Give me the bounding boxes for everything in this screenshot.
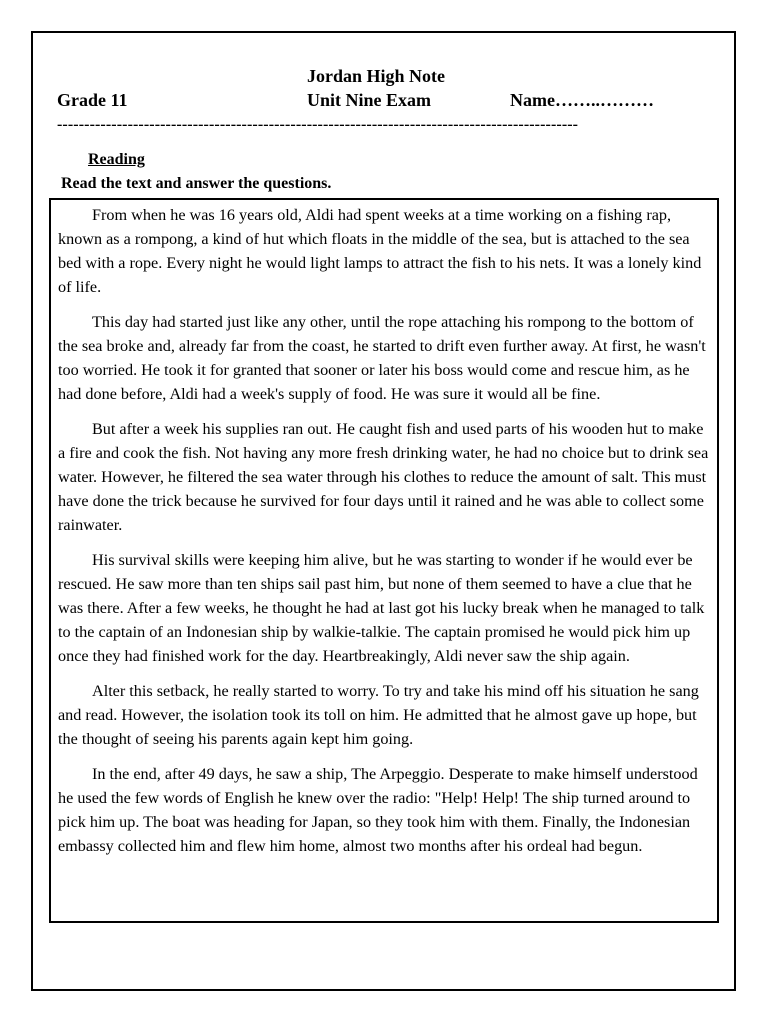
passage-paragraph-4: His survival skills were keeping him alive, but he was starting to wonder if he would ever be rescued. He saw more than ten ships sail past him, but none of them seemed to have a clue that he was there. After a few weeks, he thought he had at last got his lucky break when he managed to talk to the captain of an Indonesian ship by walkie-talkie. The captain promised he would pick him up once they had finished work for the day. Heartbreakingly, Aldi never saw the ship again. — [58, 551, 705, 665]
exam-title: Unit Nine Exam — [307, 90, 432, 110]
passage-paragraph-5: Alter this setback, he really started to worry. To try and take his mind off his situation he sang and read. However, the isolation took its toll on him. He admitted that he almost gave up hope, but the thought of seeing his parents again kept him going. — [58, 682, 699, 748]
instructions: Read the text and answer the questions. — [61, 175, 332, 192]
reading-passage — [49, 198, 719, 923]
passage-paragraph-3: But after a week his supplies ran out. He caught fish and used parts of his wooden hut to make a fire and cook the fish. Not having any more fresh drinking water, he had no choice but to drink sea water. However, he filtered the sea water through his clothes to reduce the amount of salt. This must have done the trick because he survived for four days until it rained and he was able to collect some rainwater. — [58, 420, 709, 534]
header-separator: ------------------------------------------------------------------------------------------------ — [57, 116, 579, 133]
passage-paragraph-2: This day had started just like any other, until the rope attaching his rompong to the bottom of the sea broke and, already far from the coast, he started to drift even further away. At first, he wasn't too worried. He took it for granted that sooner or later his boss would come and rescue him, as he had done before, Aldi had a week's supply of food. He was sure it would all be fine. — [58, 313, 706, 403]
grade-label: Grade 11 — [57, 90, 128, 110]
passage-paragraph-6: In the end, after 49 days, he saw a ship, The Arpeggio. Desperate to make himself understood he used the few words of English he knew over the radio: "Help! Help! The ship turned around to pick him up. The boat was heading for Japan, so they took him with them. Finally, the Indonesian embassy collected him and flew him home, almost two months after his ordeal had begun. — [58, 765, 698, 855]
passage-paragraph-1: From when he was 16 years old, Aldi had spent weeks at a time working on a fishing rap, known as a rompong, a kind of hut which floats in the middle of the sea, but is attached to the sea bed with a rope. Every night he would light lamps to attract the fish to his nets. It was a lonely kind of life. — [58, 206, 702, 296]
name-field: Name……..……… — [510, 90, 654, 110]
section-title: Reading — [88, 151, 145, 168]
school-name: Jordan High Note — [307, 66, 446, 86]
